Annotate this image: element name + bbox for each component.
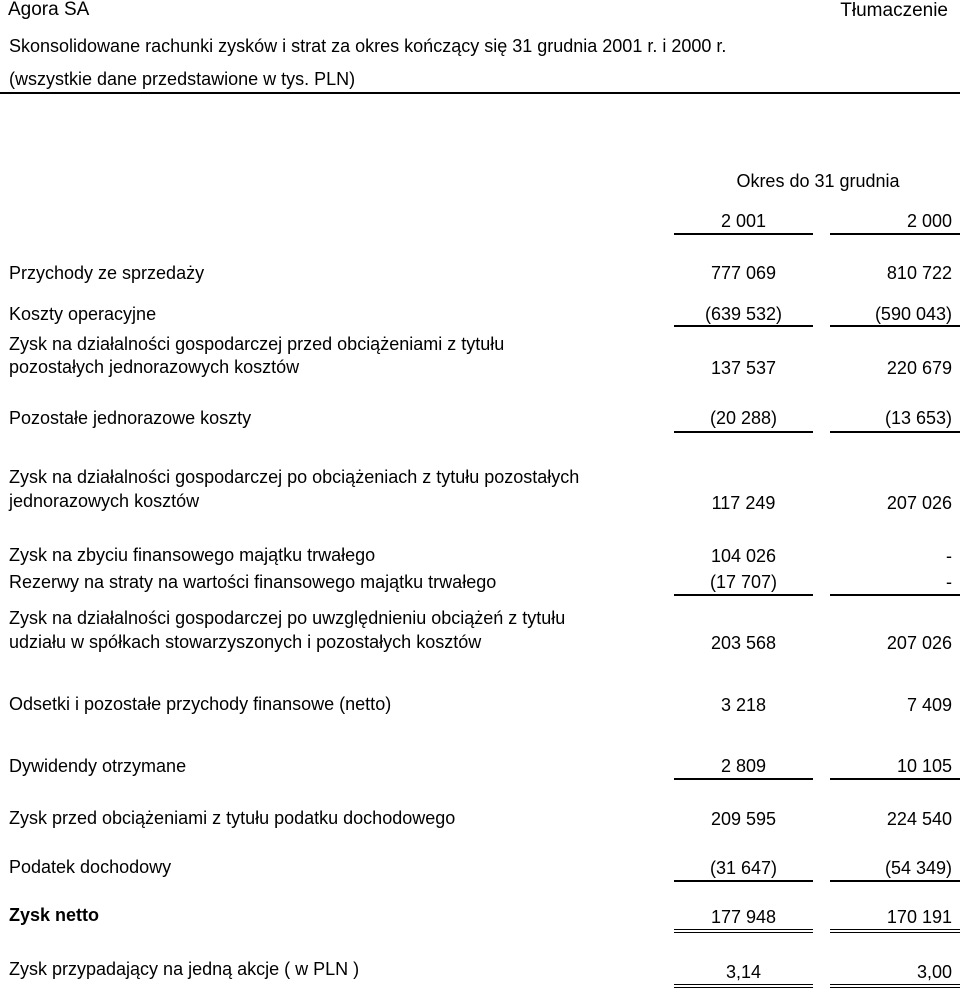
total-double-underline-bottom (674, 932, 813, 933)
units-note: (wszystkie dane przedstawione w tys. PLN) (9, 69, 356, 89)
year-2-underline (830, 233, 960, 235)
row-label: Rezerwy na straty na wartości finansowego majątku trwałego (9, 572, 497, 592)
row-value-2001: 117 249 (711, 493, 776, 513)
statement-title: Skonsolidowane rachunki zysków i strat za okres kończący się 31 grudnia 2001 r. i 2000 r. (9, 36, 727, 56)
year-1-underline (674, 233, 813, 235)
row-value-2001: 177 948 (710, 907, 777, 927)
column-year-2000: 2 000 (906, 211, 952, 231)
total-double-underline-top (830, 929, 960, 930)
row-value-2000: (590 043) (874, 304, 952, 324)
row-value-2000: 3,00 (916, 962, 952, 982)
row-value-2000: 170 191 (886, 907, 952, 927)
subtotal-underline (830, 325, 960, 327)
row-value-2000: 207 026 (886, 633, 952, 653)
subtotal-underline (674, 880, 813, 882)
subtotal-underline (674, 431, 813, 433)
subtotal-underline (830, 880, 960, 882)
row-value-2001: 3 218 (720, 695, 767, 715)
row-label-line1: Zysk na działalności gospodarczej po obciążeniach z tytułu pozostałych (9, 467, 580, 487)
row-value-2000: 7 409 (906, 695, 952, 715)
eps-double-underline-bottom (830, 987, 960, 988)
subtotal-underline (830, 778, 960, 780)
row-value-2001: 2 809 (720, 756, 767, 776)
row-value-2001: (20 288) (709, 408, 778, 428)
header-divider (0, 92, 960, 94)
translation-note: Tłumaczenie (840, 0, 948, 21)
subtotal-underline (674, 594, 813, 596)
row-label: Podatek dochodowy (9, 857, 172, 877)
row-label: Zysk na zbyciu finansowego majątku trwałego (9, 545, 376, 565)
row-label: Dywidendy otrzymane (9, 756, 187, 776)
subtotal-underline (674, 778, 813, 780)
total-double-underline-bottom (830, 932, 960, 933)
row-label: Pozostałe jednorazowe koszty (9, 408, 252, 428)
row-value-2001: 3,14 (725, 962, 762, 982)
row-value-2001: (17 707) (709, 572, 778, 592)
row-value-2000: - (946, 572, 952, 592)
subtotal-underline (674, 325, 813, 327)
column-year-2001: 2 001 (720, 211, 767, 231)
eps-double-underline-top (830, 984, 960, 985)
row-value-2001: 137 537 (710, 358, 777, 378)
row-value-2000: 810 722 (886, 263, 952, 283)
row-value-2000: 207 026 (886, 493, 952, 513)
row-value-2000: (54 349) (884, 858, 952, 878)
row-value-2001: 777 069 (710, 263, 777, 283)
subtotal-underline (830, 431, 960, 433)
row-value-2001: 203 568 (710, 633, 777, 653)
row-label-line1: Zysk na działalności gospodarczej przed obciążeniami z tytułu (9, 334, 505, 354)
subtotal-underline (830, 594, 960, 596)
eps-double-underline-bottom (674, 987, 813, 988)
row-label: Przychody ze sprzedaży (9, 263, 205, 283)
row-value-2001: (639 532) (704, 304, 783, 324)
row-label: Koszty operacyjne (9, 304, 157, 324)
row-value-2001: (31 647) (709, 858, 778, 878)
period-heading: Okres do 31 grudnia (736, 171, 900, 191)
row-label: Zysk przed obciążeniami z tytułu podatku dochodowego (9, 808, 456, 828)
row-label-line2: udziału w spółkach stowarzyszonych i pozostałych kosztów (9, 632, 482, 652)
row-value-2001: 104 026 (710, 546, 777, 566)
row-value-2001: 209 595 (710, 809, 777, 829)
eps-double-underline-top (674, 984, 813, 985)
row-value-2000: 220 679 (886, 358, 952, 378)
total-double-underline-top (674, 929, 813, 930)
row-label-line1: Zysk na działalności gospodarczej po uwzględnieniu obciążeń z tytułu (9, 608, 566, 628)
row-label: Zysk przypadający na jedną akcje ( w PLN ) (9, 959, 360, 979)
row-label-line2: pozostałych jednorazowych kosztów (9, 357, 300, 377)
row-value-2000: (13 653) (884, 408, 952, 428)
row-label: Odsetki i pozostałe przychody finansowe (netto) (9, 694, 392, 714)
row-label-line2: jednorazowych kosztów (9, 491, 200, 511)
company-name: Agora SA (8, 0, 90, 20)
row-value-2000: 10 105 (896, 756, 952, 776)
row-value-2000: 224 540 (886, 809, 952, 829)
row-value-2000: - (946, 546, 952, 566)
net-profit-label: Zysk netto (9, 905, 100, 925)
